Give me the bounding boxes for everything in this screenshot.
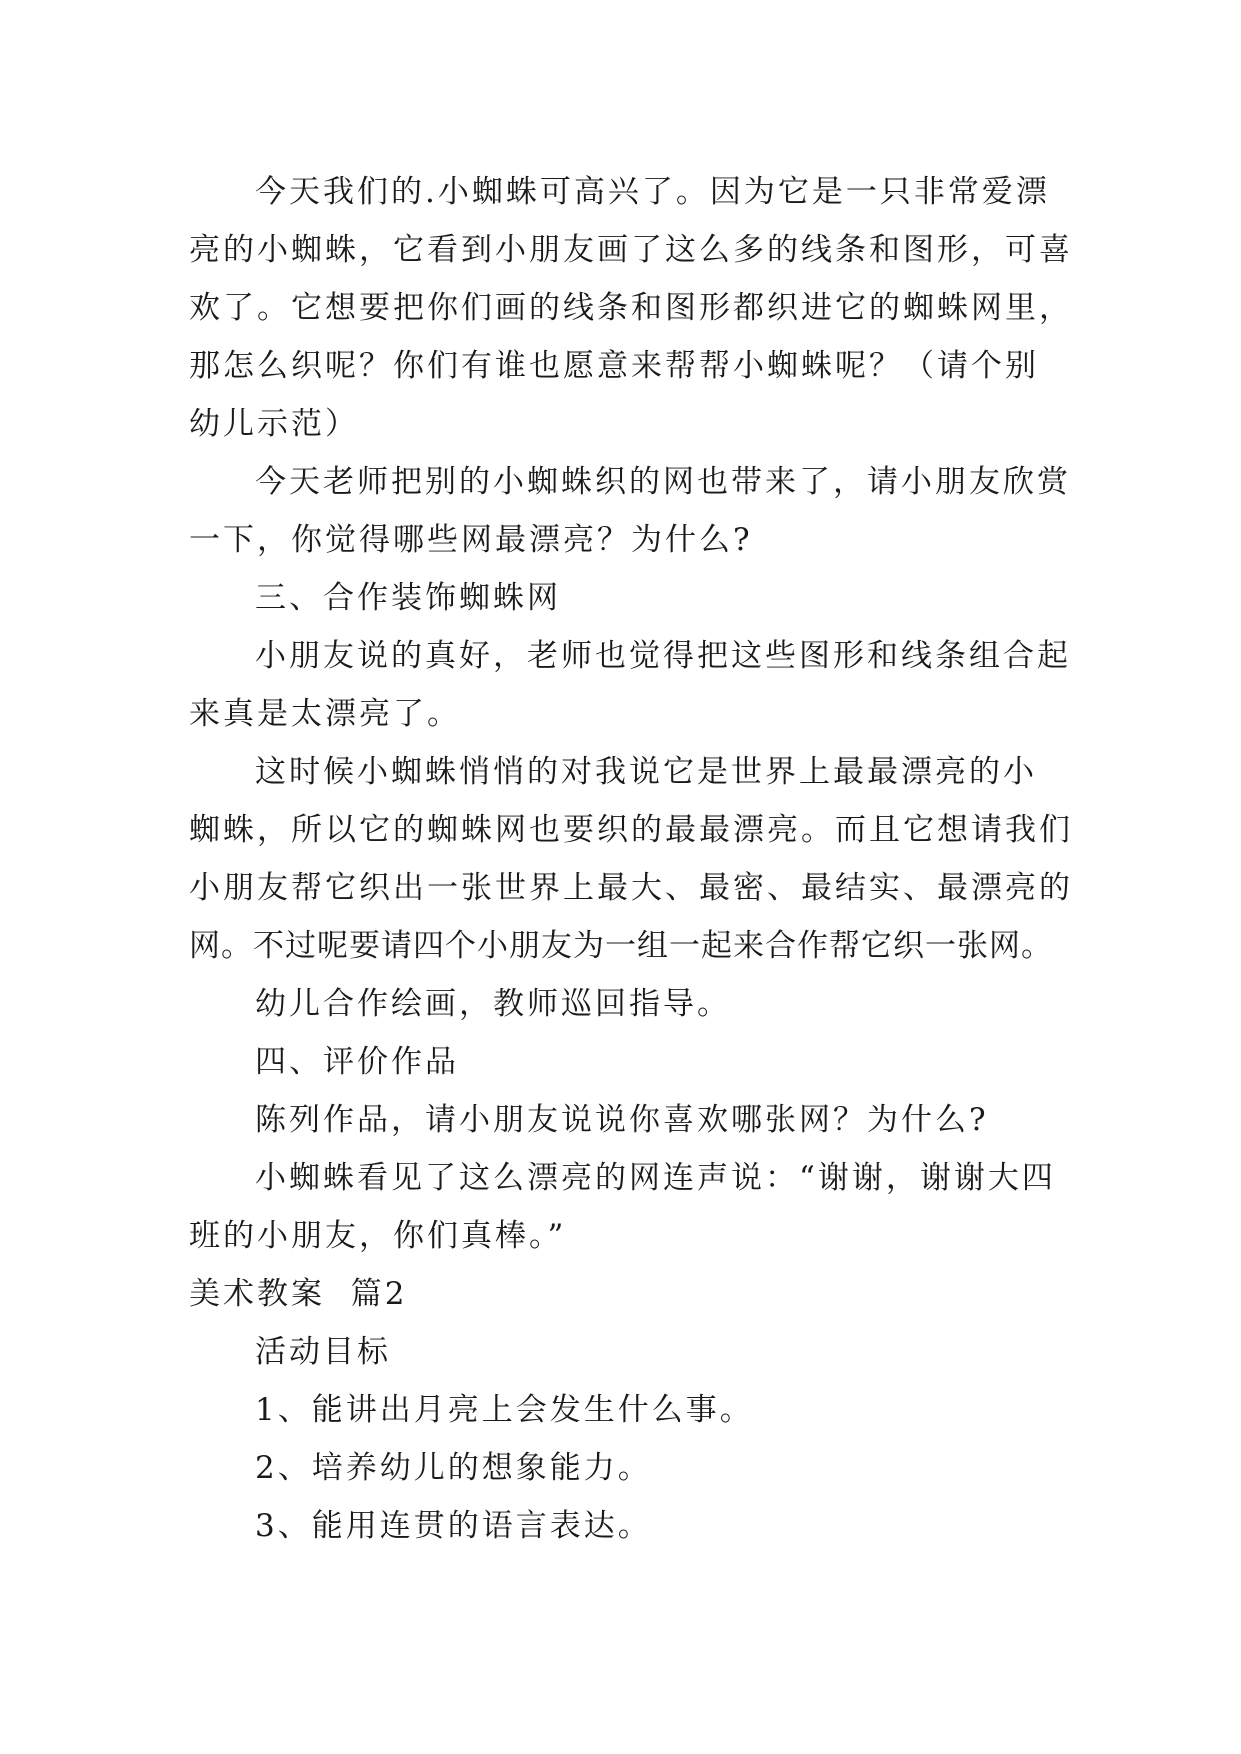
text-line: 美术教案 篇2 [189,1276,408,1312]
article-section-title [189,1265,1069,1323]
list-item [189,1497,1069,1555]
list-item [189,1439,1069,1497]
text-line: 幼儿合作绘画，教师巡回指导。 [255,986,731,1022]
paragraph [189,453,1069,569]
text-line: 陈列作品，请小朋友说说你喜欢哪张网？为什么? [255,1102,989,1138]
text-line: 欢了。它想要把你们画的线条和图形都织进它的蜘蛛网里， [189,290,1073,326]
text-line: 小蜘蛛看见了这么漂亮的网连声说：“谢谢，谢谢大四 [255,1160,1056,1196]
paragraph [189,743,1073,975]
text-line: 今天老师把别的小蜘蛛织的网也带来了，请小朋友欣赏 [255,464,1071,500]
section-heading [189,1323,1069,1381]
text-line: 一下，你觉得哪些网最漂亮？为什么? [189,522,753,558]
text-line: 这时候小蜘蛛悄悄的对我说它是世界上最最漂亮的小 [255,754,1037,790]
text-line: 亮的小蜘蛛，它看到小朋友画了这么多的线条和图形，可喜 [189,232,1073,268]
text-line: 网。不过呢要请四个小朋友为一组一起来合作帮它织一张网。 [189,928,1053,964]
paragraph [189,1091,1069,1149]
text-line: 小朋友帮它织出一张世界上最大、最密、最结实、最漂亮的 [189,870,1073,906]
text-line: 四、评价作品 [255,1044,459,1080]
text-line: 三、合作装饰蜘蛛网 [255,580,561,616]
paragraph [189,975,1069,1033]
section-heading [189,1033,1069,1091]
paragraph [189,163,1073,453]
text-line: 3、能用连贯的语言表达。 [255,1508,652,1544]
text-line: 蜘蛛，所以它的蜘蛛网也要织的最最漂亮。而且它想请我们 [189,812,1073,848]
text-line: 幼儿示范） [189,406,359,442]
text-line: 活动目标 [255,1334,391,1370]
text-line: 2、培养幼儿的想象能力。 [255,1450,652,1486]
text-line: 那怎么织呢？你们有谁也愿意来帮帮小蜘蛛呢？（请个别 [189,348,1039,384]
text-line: 班的小朋友，你们真棒。” [189,1218,567,1254]
paragraph [189,1149,1069,1265]
document-body [189,163,1073,1555]
text-line: 小朋友说的真好，老师也觉得把这些图形和线条组合起 [255,638,1071,674]
text-line: 今天我们的.小蜘蛛可高兴了。因为它是一只非常爱漂 [255,174,1050,210]
text-line: 1、能讲出月亮上会发生什么事。 [255,1392,754,1428]
section-heading [189,569,1069,627]
paragraph [189,627,1069,743]
list-item [189,1381,1069,1439]
text-line: 来真是太漂亮了。 [189,696,461,732]
